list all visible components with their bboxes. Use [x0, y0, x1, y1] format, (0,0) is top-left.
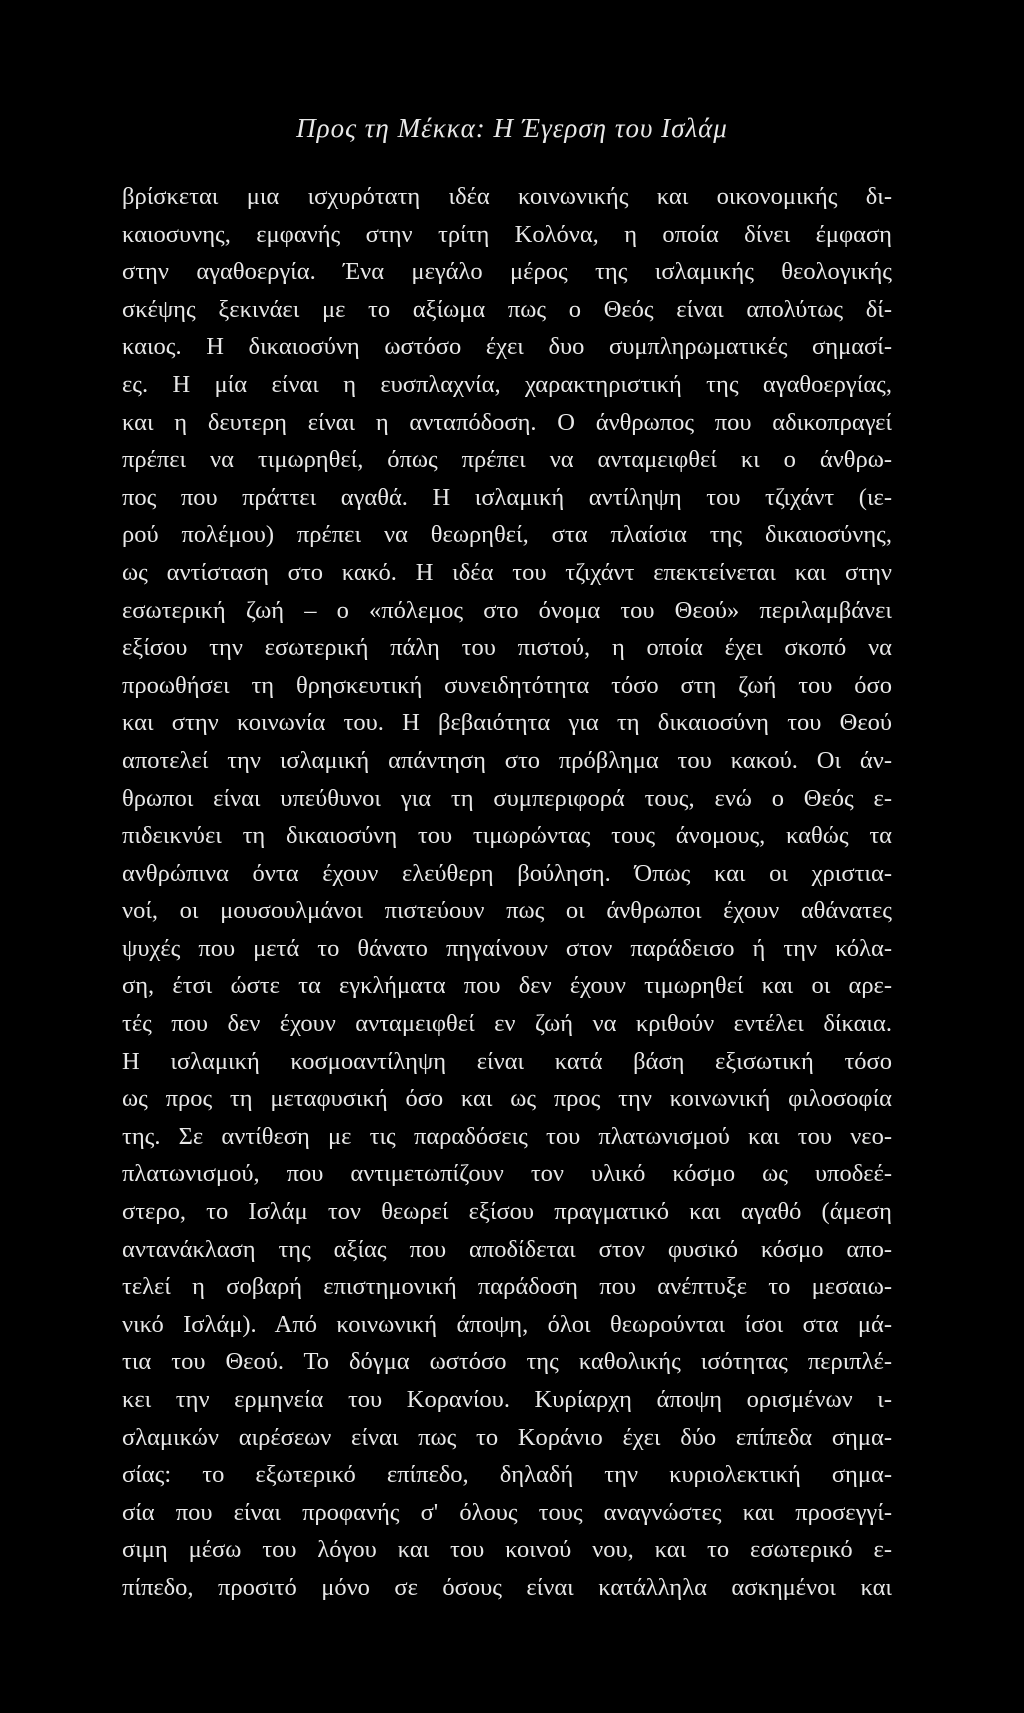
text-line: εσωτερική ζωή – ο «πόλεμος στο όνομα του Θεού» περιλαμβάνει — [122, 596, 892, 624]
text-line: εξίσου την εσωτερική πάλη του πιστού, η οποία έχει σκοπό να — [122, 634, 892, 662]
text-line: σία που είναι προφανής σ' όλους τους αναγνώστες και προσεγγί- — [122, 1498, 892, 1526]
text-line: προωθήσει τη θρησκευτική συνειδητότητα τόσο στη ζωή του όσο — [122, 671, 892, 699]
text-line: και η δευτερη είναι η ανταπόδοση. Ο άνθρωπος που αδικοπραγεί — [122, 408, 892, 436]
text-line: ψυχές που μετά το θάνατο πηγαίνουν στον παράδεισο ή την κόλα- — [122, 934, 892, 962]
text-line: σιμη μέσω του λόγου και του κοινού νου, και το εσωτερικό ε- — [122, 1536, 892, 1564]
text-line: της. Σε αντίθεση με τις παραδόσεις του πλατωνισμού και του νεο- — [122, 1122, 892, 1150]
text-line: στην αγαθοεργία. Ένα μεγάλο μέρος της ισλαμικής θεολογικής — [122, 258, 892, 286]
text-line: σίας: το εξωτερικό επίπεδο, δηλαδή την κυριολεκτική σημα- — [122, 1461, 892, 1489]
text-line: νοί, οι μουσουλμάνοι πιστεύουν πως οι άνθρωποι έχουν αθάνατες — [122, 897, 892, 925]
text-line: ως προς τη μεταφυσική όσο και ως προς την κοινωνική φιλοσοφία — [122, 1085, 892, 1113]
text-line: στερο, το Ισλάμ τον θεωρεί εξίσου πραγματικό και αγαθό (άμεση — [122, 1198, 892, 1226]
text-line: καιοσυνης, εμφανής στην τρίτη Κολόνα, η οποία δίνει έμφαση — [122, 220, 892, 248]
text-line: καιος. Η δικαιοσύνη ωστόσο έχει δυο συμπληρωματικές σημασί- — [122, 333, 892, 361]
text-line: πλατωνισμού, που αντιμετωπίζουν τον υλικό κόσμο ως υποδεέ- — [122, 1160, 892, 1188]
text-line: βρίσκεται μια ισχυρότατη ιδέα κοινωνικής και οικονομικής δι- — [122, 183, 892, 210]
text-line: πος που πράττει αγαθά. Η ισλαμική αντίληψη του τζιχάντ (ιε- — [122, 483, 892, 511]
text-line: ες. Η μία είναι η ευσπλαχνία, χαρακτηριστική της αγαθοεργίας, — [122, 370, 892, 398]
text-line: πίπεδο, προσιτό μόνο σε όσους είναι κατάλληλα ασκημένοι και — [122, 1573, 892, 1601]
text-line: ως αντίσταση στο κακό. Η ιδέα του τζιχάντ επεκτείνεται και στην — [122, 558, 892, 586]
text-line: σκέψης ξεκινάει με το αξίωμα πως ο Θεός είναι απολύτως δί- — [122, 295, 892, 323]
text-line: ση, έτσι ώστε τα εγκλήματα που δεν έχουν τιμωρηθεί και οι αρε- — [122, 972, 892, 1000]
text-line: τές που δεν έχουν ανταμειφθεί εν ζωή να κριθούν εντέλει δίκαια. — [122, 1010, 892, 1038]
text-line: θρωποι είναι υπεύθυνοι για τη συμπεριφορά τους, ενώ ο Θεός ε- — [122, 784, 892, 812]
text-line: σλαμικών αιρέσεων είναι πως το Κοράνιο έχει δύο επίπεδα σημα- — [122, 1423, 892, 1451]
text-line: νικό Ισλάμ). Από κοινωνική άποψη, όλοι θεωρούνται ίσοι στα μά- — [122, 1310, 892, 1338]
text-line: και στην κοινωνία του. Η βεβαιότητα για τη δικαιοσύνη του Θεού — [122, 709, 892, 737]
text-line: Η ισλαμική κοσμοαντίληψη είναι κατά βάση εξισωτική τόσο — [122, 1047, 892, 1075]
text-line: τελεί η σοβαρή επιστημονική παράδοση που ανέπτυξε το μεσαιω- — [122, 1273, 892, 1301]
text-line: τια του Θεού. Το δόγμα ωστόσο της καθολικής ισότητας περιπλέ- — [122, 1348, 892, 1376]
text-line: πιδεικνύει τη δικαιοσύνη του τιμωρώντας τους άνομους, καθώς τα — [122, 822, 892, 850]
text-line: αποτελεί την ισλαμική απάντηση στο πρόβλημα του κακού. Οι άν- — [122, 746, 892, 774]
running-head: Προς τη Μέκκα: Η Έγερση του Ισλάμ — [296, 113, 728, 143]
body-text — [122, 178, 892, 1607]
text-line: ρού πολέμου) πρέπει να θεωρηθεί, στα πλαίσια της δικαιοσύνης, — [122, 521, 892, 549]
text-line: αντανάκλαση της αξίας που αποδίδεται στον φυσικό κόσμο απο- — [122, 1235, 892, 1263]
text-line: κει την ερμηνεία του Κορανίου. Κυρίαρχη άποψη ορισμένων ι- — [122, 1386, 892, 1413]
text-line: πρέπει να τιμωρηθεί, όπως πρέπει να ανταμειφθεί κι ο άνθρω- — [122, 446, 892, 474]
text-line: ανθρώπινα όντα έχουν ελεύθερη βούληση. Όπως και οι χριστια- — [122, 859, 892, 887]
